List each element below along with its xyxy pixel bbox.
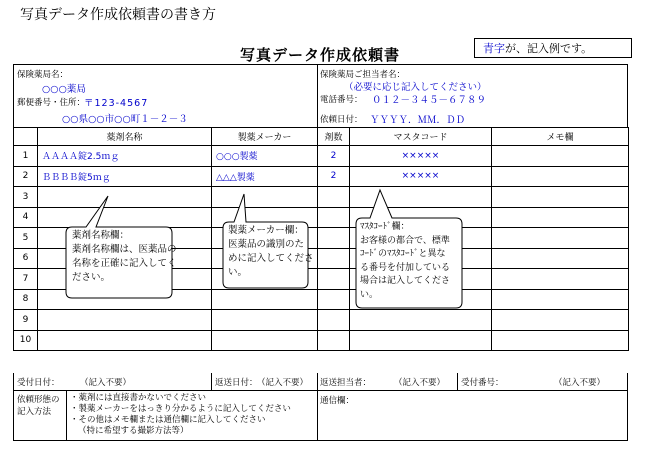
maker-cell[interactable]: △△△製薬	[212, 166, 318, 187]
received-date-value: （記入不要）	[80, 378, 132, 388]
communication-label: 通信欄：	[320, 396, 355, 406]
method-line: ・製薬メーカーをはっきり分かるように記入してください	[70, 404, 291, 414]
drug-bubble-text	[72, 229, 177, 285]
contact-person-label: 保険薬局ご担当者名：	[320, 70, 406, 80]
drug-cell[interactable]: ＡＡＡＡ錠2.5ｍｇ	[38, 146, 212, 167]
phone-label: 電話番号：	[320, 95, 363, 105]
note-highlight: 青字	[483, 42, 505, 55]
count-cell[interactable]: 2	[318, 146, 350, 167]
bubble-line: い。	[360, 289, 379, 300]
method-label-line: 依頼形態の	[17, 395, 60, 405]
bubble-line: 薬剤名称欄は、医薬品の	[72, 244, 177, 255]
maker-bubble-text	[228, 224, 314, 280]
row-no: 9	[14, 310, 38, 331]
postal-value: 〒123-4567	[84, 98, 149, 109]
bubble-line: い。	[228, 267, 248, 278]
drug-cell[interactable]: ＢＢＢＢ錠5ｍｇ	[38, 166, 212, 187]
request-date-value: ＹＹＹＹ．ＭＭ．ＤＤ	[370, 115, 466, 126]
bubble-line: 薬剤名称欄：	[72, 230, 130, 241]
method-line: ・薬剤には直接書かないでください	[70, 393, 207, 403]
header-drug: 薬剤名称	[38, 128, 212, 146]
bubble-line: 医薬品の識別のた	[228, 239, 305, 250]
row-no: 6	[14, 248, 38, 269]
received-date-label: 受付日付：	[17, 378, 60, 388]
return-staff-label: 返送担当者：	[320, 378, 372, 388]
note-text: が、記入例です。	[505, 42, 593, 55]
row-no: 1	[14, 146, 38, 167]
method-line: （特に希望する撮影方法等）	[78, 426, 189, 436]
row-no: 4	[14, 207, 38, 228]
code-cell[interactable]: ×××××	[350, 166, 492, 187]
row-no: 7	[14, 269, 38, 290]
phone-value: ０１２－３４５－６７８９	[372, 95, 487, 106]
receipt-number-label: 受付番号：	[461, 378, 504, 388]
bubble-line: る番号を付加している	[360, 262, 451, 273]
contact-person-value: （必要に応じ記入してください）	[344, 82, 487, 93]
address-value: ○○県○○市○○町１－２－３	[62, 114, 188, 125]
bubble-line: お客様の都合で、標準	[360, 235, 450, 246]
code-bubble-text	[360, 221, 450, 302]
request-date-label: 依頼日付：	[320, 115, 363, 125]
bubble-line: 製薬メーカー欄：	[228, 225, 304, 236]
maker-cell[interactable]: ○○○製薬	[212, 146, 318, 167]
header-count: 剤数	[318, 128, 350, 146]
row-no: 8	[14, 289, 38, 310]
code-cell[interactable]: ×××××	[350, 146, 492, 167]
pharmacy-name-value: ○○○薬局	[42, 84, 86, 95]
bubble-line: ださい。	[72, 272, 111, 283]
return-staff-value: （記入不要）	[394, 378, 446, 388]
bubble-line: ﾏｽﾀｺｰﾄﾞ欄：	[360, 222, 410, 232]
row-no: 2	[14, 166, 38, 187]
method-label-line: 記入方法	[17, 407, 52, 417]
bubble-line: めに記入してくださ	[228, 253, 314, 264]
bubble-line: 名称を正確に記入してく	[72, 258, 177, 269]
receipt-number-value: （記入不要）	[554, 378, 606, 388]
address-label: 郵便番号・住所：	[17, 98, 86, 108]
bubble-line: 場合は記入してくださ	[360, 276, 451, 286]
header-maker: 製薬メーカー	[212, 128, 318, 146]
count-cell[interactable]: 2	[318, 166, 350, 187]
header-memo: メモ欄	[492, 128, 629, 146]
row-no: 10	[14, 330, 38, 351]
bubble-line: ｺｰﾄﾞのﾏｽﾀｺｰﾄﾞと異な	[360, 249, 446, 259]
row-no: 3	[14, 187, 38, 208]
form-title: 写真データ作成依頼書	[240, 46, 401, 64]
pharmacy-name-label: 保険薬局名：	[17, 70, 69, 80]
row-no: 5	[14, 228, 38, 249]
return-date-value: （記入不要）	[257, 378, 309, 388]
guide-title: 写真データ作成依頼書の書き方	[20, 7, 216, 23]
method-line: ・その他はメモ欄または通信欄に記入してください	[70, 415, 266, 425]
return-date-label: 返送日付：	[215, 378, 258, 388]
header-code: マスタコード	[350, 128, 492, 146]
